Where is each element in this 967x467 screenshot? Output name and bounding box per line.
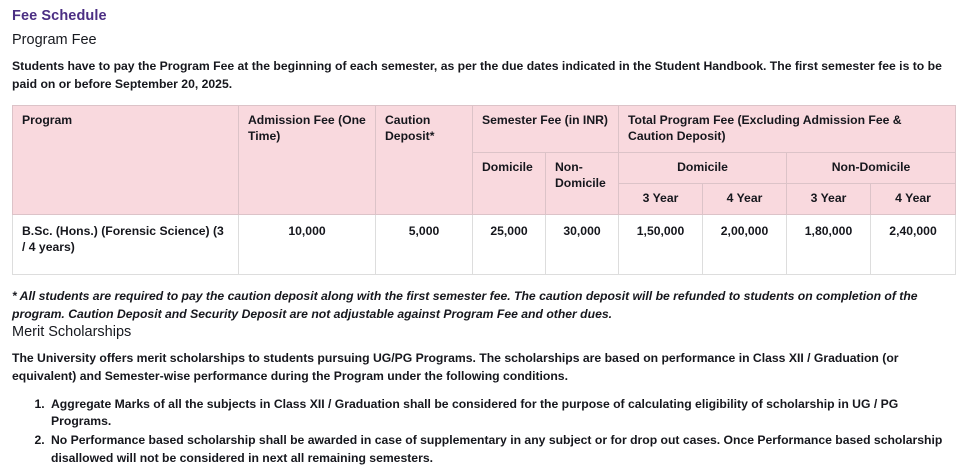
cell-total-domicile-3-year: 1,50,000 bbox=[619, 214, 703, 274]
col-header-non-domicile-4-year: 4 Year bbox=[871, 183, 956, 214]
col-header-total-non-domicile: Non-Domicile bbox=[787, 153, 956, 184]
col-header-domicile-3-year: 3 Year bbox=[619, 183, 703, 214]
fee-schedule-table bbox=[12, 105, 956, 274]
caution-deposit-footnote: * All students are required to pay the caution deposit along with the first semester fee. The caution deposit will be refunded to students on completion of the program. Caution Deposit and Security Deposit are not adjustable against Program Fee and other dues. bbox=[12, 288, 918, 321]
col-header-semester-non-domicile: Non-Domicile bbox=[546, 153, 619, 215]
col-header-program: Program bbox=[13, 106, 239, 214]
cell-program-name: B.Sc. (Hons.) (Forensic Science) (3 / 4 years) bbox=[13, 214, 239, 274]
table-row bbox=[13, 214, 956, 274]
list-item: 2. No Performance based scholarship shall be awarded in case of supplementary in any subject or for drop out cases. Once Performance based scholarship disallowed will not be considered in next all remaining semesters. bbox=[48, 432, 955, 467]
merit-scholarships-heading: Merit Scholarships bbox=[12, 324, 132, 341]
scholarship-conditions-list bbox=[12, 396, 955, 467]
col-header-semester-domicile: Domicile bbox=[473, 153, 546, 215]
list-item: 1. Aggregate Marks of all the subjects in Class XII / Graduation shall be considered for the purpose of calculating eligibility of scholarship in UG / PG Programs. bbox=[48, 396, 955, 431]
merit-scholarships-intro: The University offers merit scholarships to students pursuing UG/PG Programs. The scholarships are based on performance in Class XII / Graduation (or equivalent) and Semester-wise performance during the Program under the following conditions. bbox=[12, 350, 899, 384]
col-header-semester-fee: Semester Fee (in INR) bbox=[473, 106, 619, 153]
col-header-admission-fee: Admission Fee (One Time) bbox=[239, 106, 376, 214]
program-fee-intro: Students have to pay the Program Fee at the beginning of each semester, as per the due dates indicated in the Student Handbook. The first semester fee is to be paid on or before September 20, 2025. bbox=[12, 58, 942, 91]
cell-semester-non-domicile: 30,000 bbox=[546, 214, 619, 274]
col-header-domicile-4-year: 4 Year bbox=[703, 183, 787, 214]
col-header-total-domicile: Domicile bbox=[619, 153, 787, 184]
table-head bbox=[13, 106, 956, 214]
program-fee-heading: Program Fee bbox=[12, 32, 97, 49]
cell-caution-deposit: 5,000 bbox=[376, 214, 473, 274]
header-row-primary bbox=[13, 106, 956, 153]
cell-total-domicile-4-year: 2,00,000 bbox=[703, 214, 787, 274]
page-title: Fee Schedule bbox=[12, 8, 107, 24]
cell-total-non-domicile-3-year: 1,80,000 bbox=[787, 214, 871, 274]
col-header-non-domicile-3-year: 3 Year bbox=[787, 183, 871, 214]
col-header-total-program-fee: Total Program Fee (Excluding Admission Fee & Caution Deposit) bbox=[619, 106, 956, 153]
fee-schedule-page bbox=[0, 7, 967, 467]
cell-admission-fee: 10,000 bbox=[239, 214, 376, 274]
cell-semester-domicile: 25,000 bbox=[473, 214, 546, 274]
col-header-caution-deposit: Caution Deposit* bbox=[376, 106, 473, 214]
table-body bbox=[13, 214, 956, 274]
cell-total-non-domicile-4-year: 2,40,000 bbox=[871, 214, 956, 274]
